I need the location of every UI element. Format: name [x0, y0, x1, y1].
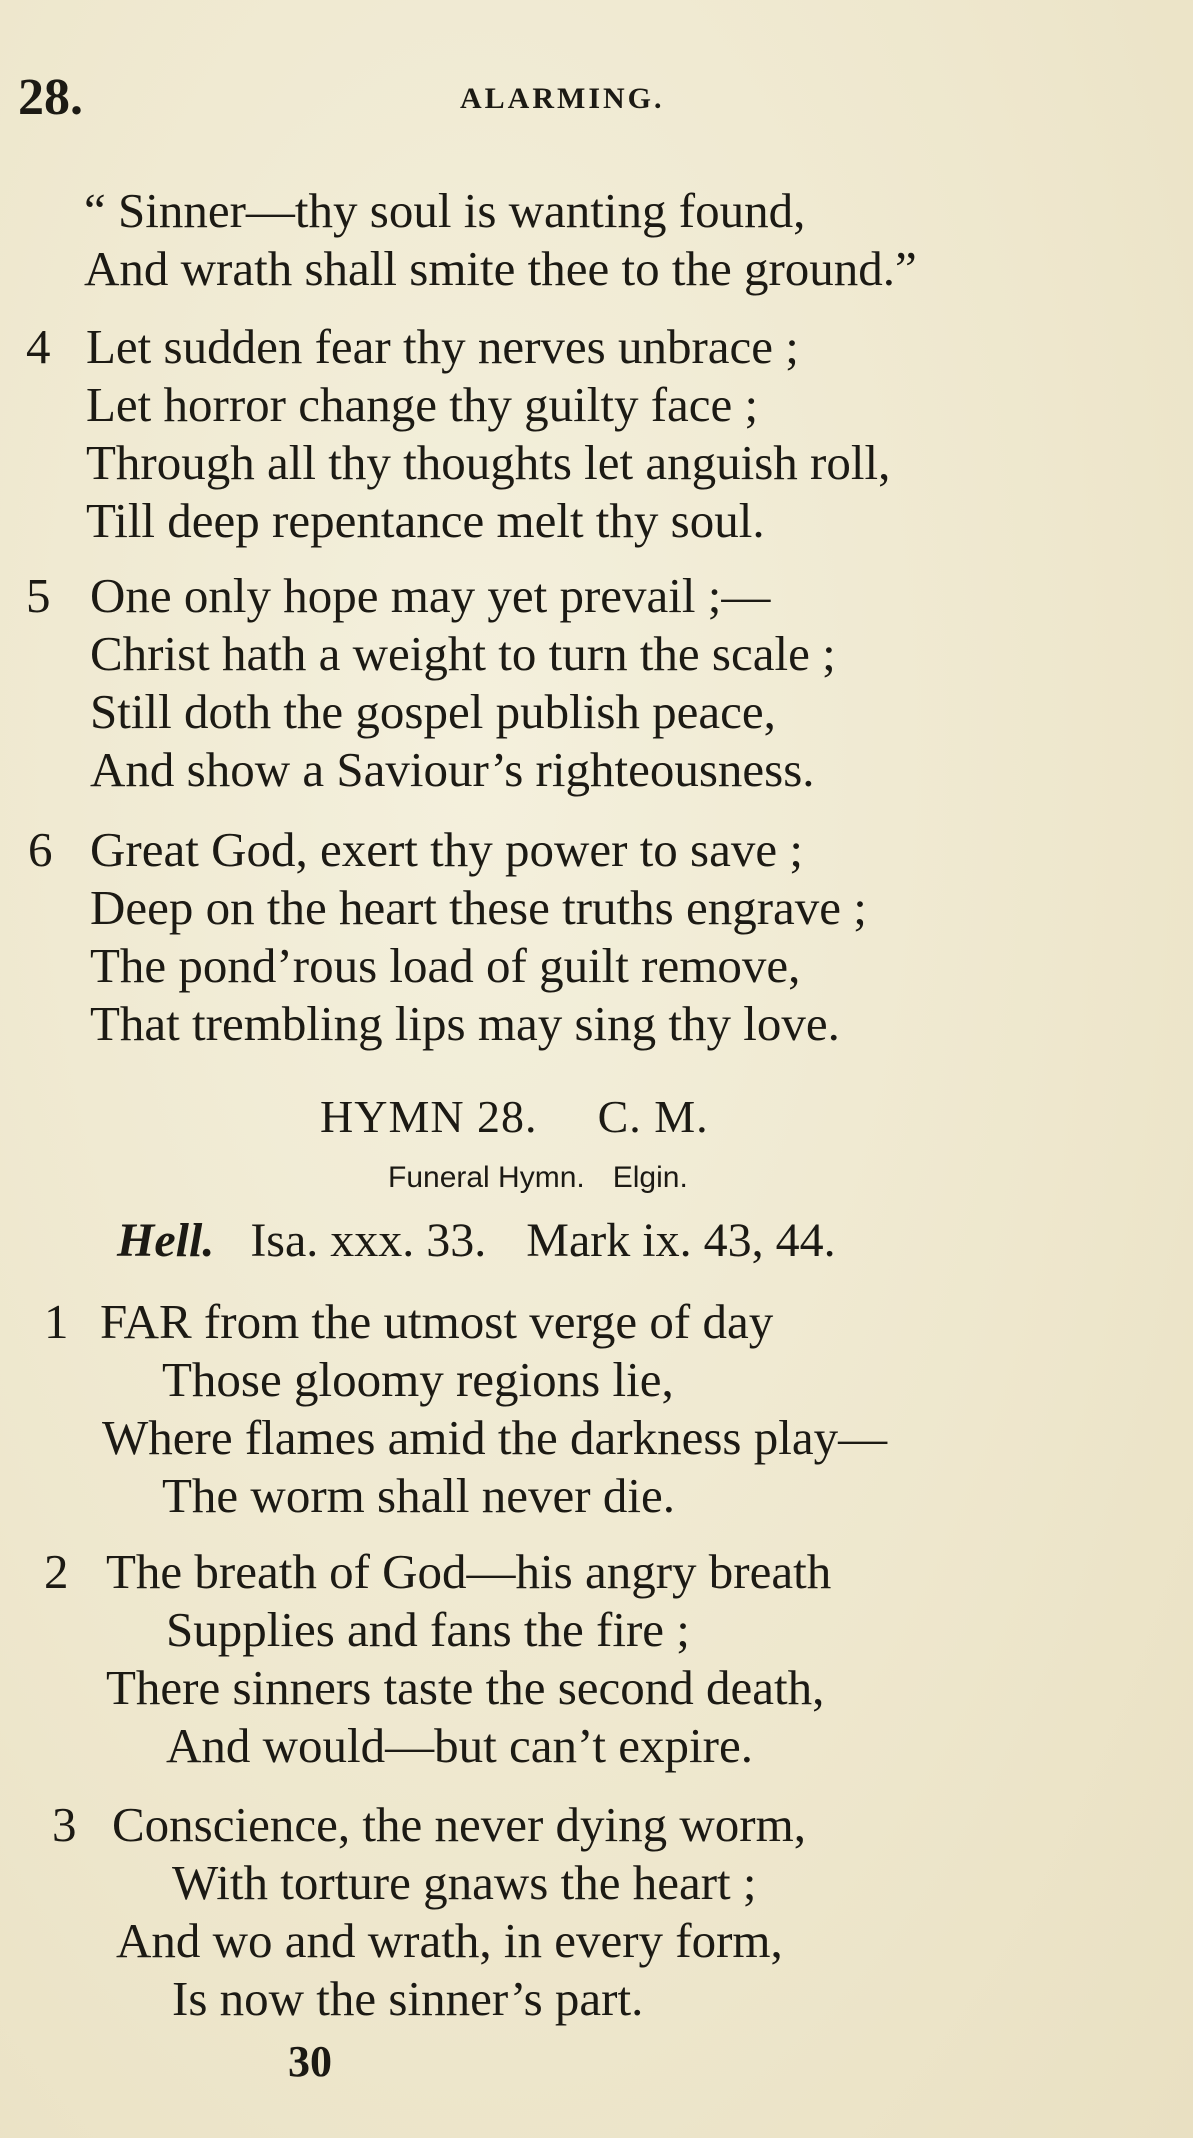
running-title: ALARMING.: [460, 82, 665, 115]
continuation-line: And wrath shall smite thee to the ground.”: [84, 241, 917, 296]
stanza-line: With torture gnaws the heart ;: [172, 1855, 757, 1910]
tune-name: Funeral Hymn.: [388, 1161, 585, 1194]
stanza-line: One only hope may yet prevail ;—: [90, 568, 771, 623]
stanza-number: 4: [26, 319, 51, 374]
hymn-heading: [320, 1090, 709, 1143]
stanza-number: 1: [44, 1294, 69, 1349]
signature-mark: 30: [288, 2037, 332, 2086]
stanza-number: 5: [26, 568, 51, 623]
hymn-meter: C. M.: [597, 1091, 709, 1142]
scripture-references: [117, 1213, 836, 1268]
tune-names: [388, 1161, 688, 1195]
stanza-line: Still doth the gospel publish peace,: [90, 684, 776, 739]
stanza-line: That trembling lips may sing thy love.: [90, 996, 840, 1051]
stanza-line: Christ hath a weight to turn the scale ;: [90, 626, 836, 681]
stanza-line: FAR from the utmost verge of day: [100, 1294, 774, 1349]
stanza-line: Deep on the heart these truths engrave ;: [90, 880, 867, 935]
stanza-line: Supplies and fans the fire ;: [166, 1602, 690, 1657]
stanza-line: Where flames amid the darkness play—: [102, 1410, 888, 1465]
page-number: 28.: [18, 69, 83, 126]
stanza-line: There sinners taste the second death,: [106, 1660, 825, 1715]
stanza-line: And would—but can’t expire.: [166, 1718, 753, 1773]
stanza-line: The worm shall never die.: [162, 1468, 675, 1523]
stanza-line: And wo and wrath, in every form,: [116, 1913, 783, 1968]
stanza-number: 3: [52, 1797, 77, 1852]
stanza-line: Great God, exert thy power to save ;: [90, 822, 803, 877]
scripture-reference: Mark ix. 43, 44.: [526, 1214, 836, 1267]
stanza-line: Let horror change thy guilty face ;: [86, 377, 759, 432]
stanza-line: Is now the sinner’s part.: [172, 1971, 644, 2026]
page-header: [18, 68, 1118, 128]
stanza-line: Till deep repentance melt thy soul.: [86, 493, 765, 548]
stanza-line: Through all thy thoughts let anguish roll,: [86, 435, 891, 490]
stanza-line: The breath of God—his angry breath: [106, 1544, 832, 1599]
stanza-line: Let sudden fear thy nerves unbrace ;: [86, 319, 799, 374]
stanza-number: 2: [44, 1544, 69, 1599]
stanza-number: 6: [28, 822, 53, 877]
scripture-reference: Isa. xxx. 33.: [250, 1214, 487, 1267]
tune-name: Elgin.: [612, 1161, 688, 1194]
hymn-subject: Hell.: [117, 1214, 215, 1267]
stanza-line: Conscience, the never dying worm,: [112, 1797, 806, 1852]
hymn-number: HYMN 28.: [320, 1091, 538, 1142]
stanza-line: Those gloomy regions lie,: [162, 1352, 674, 1407]
stanza-line: The pond’rous load of guilt remove,: [90, 938, 801, 993]
continuation-line: “ Sinner—thy soul is wanting found,: [84, 183, 806, 238]
stanza-line: And show a Saviour’s righteousness.: [90, 742, 815, 797]
